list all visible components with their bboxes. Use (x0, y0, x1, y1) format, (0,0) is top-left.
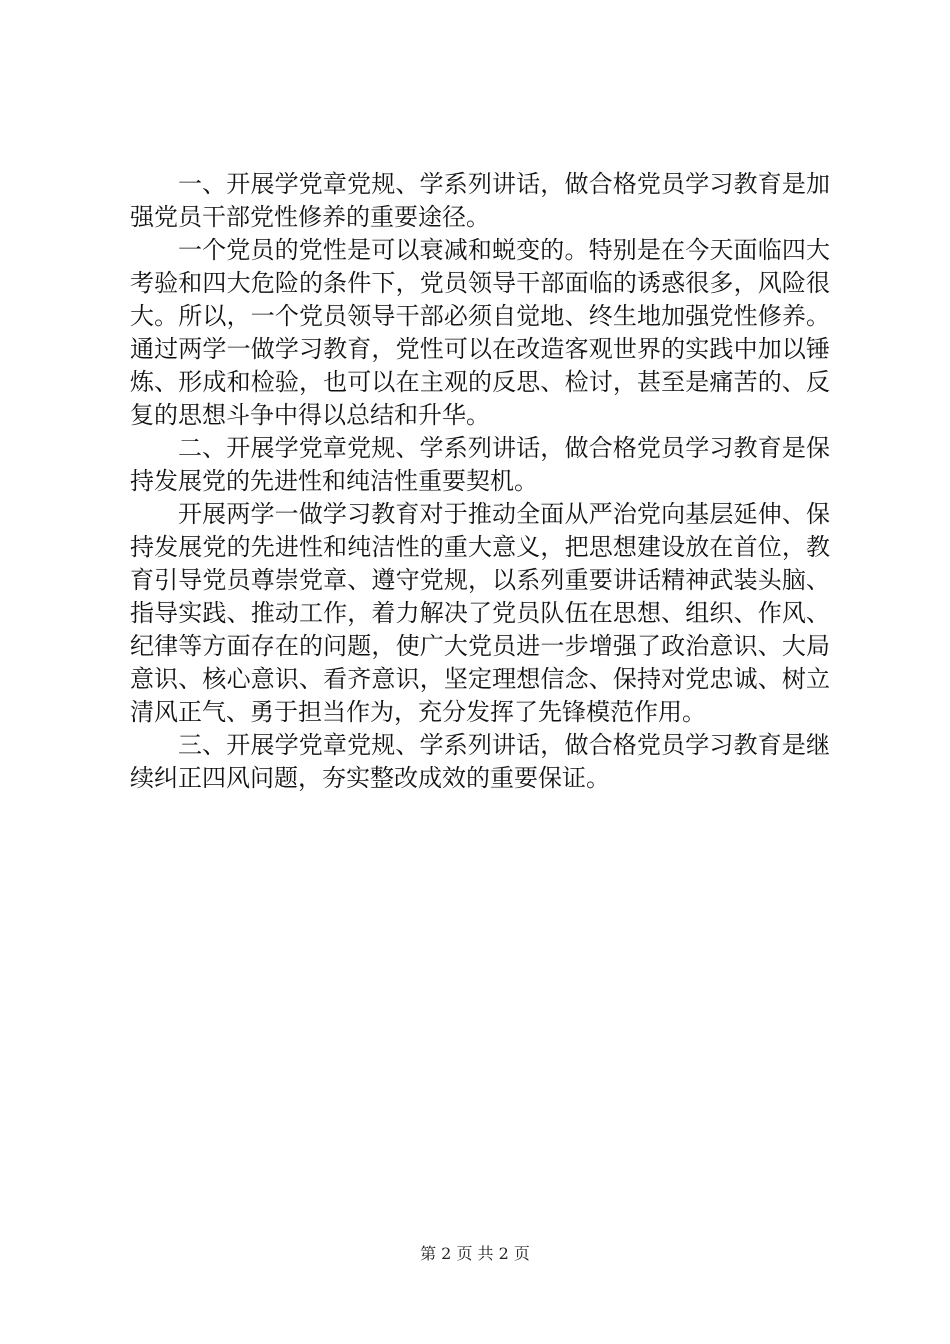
paragraph-4: 开展两学一做学习教育对于推动全面从严治党向基层延伸、保持发展党的先进性和纯洁性的重大意义，把思想建设放在首位，教育引导党员尊崇党章、遵守党规，以系列重要讲话精神武装头脑、指导实践、推动工作，着力解决了党员队伍在思想、组织、作风、纪律等方面存在的问题，使广大党员进一步增强了政治意识、大局意识、核心意识、看齐意识，坚定理想信念、保持对党忠诚、树立清风正气、勇于担当作为，充分发挥了先锋模范作用。 (130, 500, 830, 726)
paragraph-5: 三、开展学党章党规、学系列讲话，做合格党员学习教育是继续纠正四风问题，夯实整改成效的重要保证。 (130, 731, 830, 792)
paragraph-3: 二、开展学党章党规、学系列讲话，做合格党员学习教育是保持发展党的先进性和纯洁性重要契机。 (130, 434, 830, 495)
page-footer: 第 2 页 共 2 页 (420, 1244, 530, 1263)
document-body (130, 168, 830, 795)
paragraph-1: 一、开展学党章党规、学系列讲话，做合格党员学习教育是加强党员干部党性修养的重要途径。 (130, 170, 830, 231)
paragraph-2: 一个党员的党性是可以衰减和蜕变的。特别是在今天面临四大考验和四大危险的条件下，党员领导干部面临的诱惑很多，风险很大。所以，一个党员领导干部必须自觉地、终生地加强党性修养。通过两学一做学习教育，党性可以在改造客观世界的实践中加以锤炼、形成和检验，也可以在主观的反思、检讨，甚至是痛苦的、反复的思想斗争中得以总结和升华。 (130, 236, 830, 429)
